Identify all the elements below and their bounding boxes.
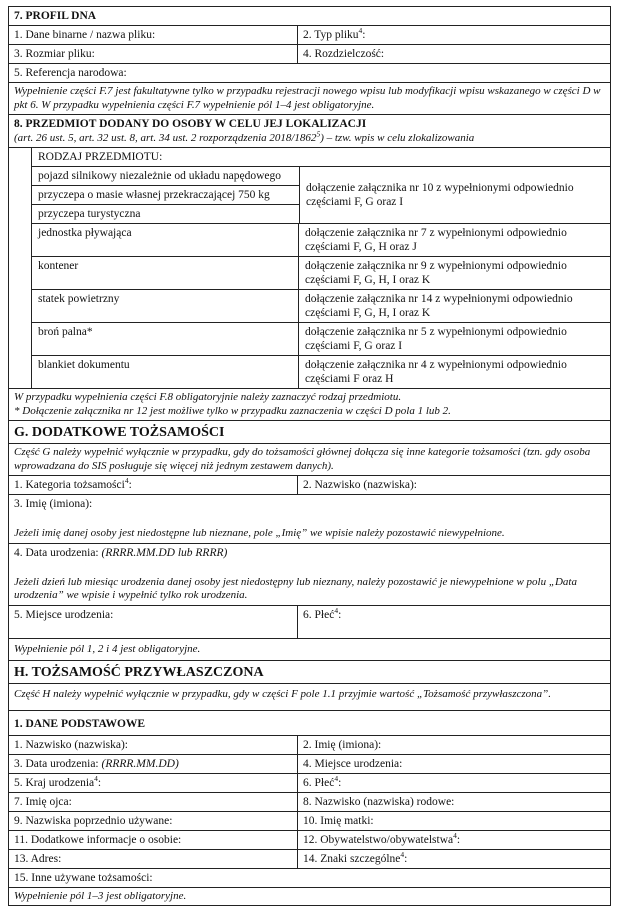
g-field-birthplace[interactable]: 5. Miejsce urodzenia: <box>9 606 298 638</box>
h-field-birthplace[interactable]: 4. Miejsce urodzenia: <box>303 757 403 770</box>
h-field-mother-name[interactable]: 10. Imię matki: <box>303 814 374 827</box>
colon: : <box>456 833 461 846</box>
s8-items-table <box>8 148 611 389</box>
g-intro: Część G należy wypełnić wyłącznie w przypadku, gdy do tożsamości głównej dołącza się inne kategorie tożsamości (tzn. gdy osoba wprowadzana do SIS posługuje się więcej niż jednym zestawem danych). <box>14 446 591 472</box>
s8-item-row <box>32 323 610 356</box>
s8-grid <box>32 148 610 388</box>
item-desc: dołączenie załącznika nr 7 z wypełnionymi odpowiednio częściami F, G, H oraz J <box>305 227 567 253</box>
g-field-first-name[interactable] <box>9 495 610 543</box>
s8-notes <box>9 389 610 420</box>
h-field-citizenship[interactable] <box>298 831 610 849</box>
h-subtitle: 1. DANE PODSTAWOWE <box>14 717 146 730</box>
date-format: (RRRR.MM.DD) <box>101 757 179 770</box>
s8-item-row <box>32 257 610 290</box>
h-header-row <box>8 661 611 684</box>
item-desc: dołączenie załącznika nr 9 z wypełnionymi odpowiednio częściami F, G, H, I oraz K <box>305 260 567 286</box>
h-sub-row <box>8 711 611 736</box>
label: 4. Data urodzenia: <box>14 546 102 559</box>
g-row-names <box>8 495 611 544</box>
h-field-maiden-name[interactable]: 8. Nazwisko (nazwiska) rodowe: <box>303 795 455 808</box>
g-field-identity-category[interactable] <box>9 476 298 494</box>
item-desc: dołączenie załącznika nr 4 z wypełnionymi odpowiednio częściami F oraz H <box>305 359 567 385</box>
item-option[interactable]: kontener <box>32 257 299 289</box>
s7-note: Wypełnienie części F.7 jest fakultatywne tylko w przypadku rejestracji nowego wpisu lub modyfikacji wpisu wskazanego w części D w pkt 6. W przypadku wypełnienia części F.7 wypełnienie pól 1–4 jest obligatoryjne. <box>14 85 601 111</box>
g-header-row <box>8 421 611 444</box>
g-note: Wypełnienie pól 1, 2 i 4 jest obligatoryjne. <box>14 642 201 655</box>
footnote-ref: 4 <box>94 773 98 783</box>
s8-indent <box>9 148 32 388</box>
h-row <box>8 736 611 755</box>
s8-note-1: W przypadku wypełnienia części F.8 obligatoryjnie należy zaznaczyć rodzaj przedmiotu. <box>14 391 402 403</box>
s8-item-row <box>32 356 610 388</box>
item-option[interactable]: przyczepa o masie własnej przekraczającej 750 kg <box>32 186 299 205</box>
h-field-birthdate[interactable] <box>9 755 298 773</box>
s8-group-vehicles <box>32 167 610 224</box>
item-option[interactable]: statek powietrzny <box>32 290 299 322</box>
h-row <box>8 850 611 869</box>
s7-note-row <box>8 83 611 115</box>
h-field-previous-names[interactable]: 9. Nazwiska poprzednio używane: <box>9 812 298 830</box>
g-intro-row <box>8 444 611 476</box>
label: 14. Znaki szczególne <box>303 852 401 865</box>
footnote-ref: 5 <box>316 129 321 139</box>
g-note-row <box>8 639 611 662</box>
group-names <box>32 167 300 223</box>
item-type-header: RODZAJ PRZEDMIOTU: <box>38 151 163 163</box>
label: 5. Kraj urodzenia <box>14 776 95 789</box>
g-field-sex[interactable] <box>298 606 610 638</box>
footnote-ref: 4 <box>334 605 339 615</box>
entry-space <box>14 511 605 527</box>
s7-field-resolution[interactable]: 4. Rozdzielczość: <box>303 48 385 60</box>
h-note-row <box>8 888 611 907</box>
g-row-birthplace <box>8 606 611 639</box>
s8-note-2: * Dołączenie załącznika nr 12 jest możliwe tylko w przypadku zaznaczenia w części D pola 1 lub 2. <box>14 404 451 417</box>
s7-field-national-ref[interactable]: 5. Referencja narodowa: <box>14 67 127 79</box>
s8-item-row <box>32 224 610 257</box>
s8-subtitle <box>14 131 605 145</box>
item-desc: dołączenie załącznika nr 10 z wypełnionymi odpowiednio częściami F, G oraz I <box>306 182 574 208</box>
s7-header-row <box>8 6 611 26</box>
item-option[interactable]: pojazd silnikowy niezależnie od układu napędowego <box>32 167 299 186</box>
h-row-other-identities <box>8 869 611 888</box>
colon: : <box>97 776 102 789</box>
s7-row-3 <box>8 64 611 83</box>
colon: : <box>338 776 342 789</box>
g-field-birthdate[interactable] <box>9 544 610 605</box>
label: 3. Data urodzenia: <box>14 757 102 770</box>
s8-item-row <box>32 290 610 323</box>
colon: : <box>128 479 132 491</box>
item-desc: dołączenie załącznika nr 5 z wypełnionymi odpowiednio częściami F, G oraz I <box>305 326 567 352</box>
s7-row-2 <box>8 45 611 64</box>
s7-field-file-type[interactable] <box>298 26 610 44</box>
h-intro: Część H należy wypełnić wyłącznie w przypadku, gdy w części F pole 1.1 przyjmie wartość „Tożsamość przywłaszczona”. <box>14 688 552 700</box>
colon: : <box>362 29 366 41</box>
item-option[interactable]: broń palna* <box>32 323 299 355</box>
h-field-father-name[interactable]: 7. Imię ojca: <box>9 793 298 811</box>
item-option[interactable]: przyczepa turystyczna <box>38 208 141 220</box>
g-title: G. DODATKOWE TOŻSAMOŚCI <box>14 425 225 440</box>
h-row <box>8 831 611 850</box>
footnote-ref: 4 <box>124 476 129 486</box>
item-option[interactable]: blankiet dokumentu <box>32 356 299 388</box>
s8-note-row <box>8 389 611 421</box>
h-field-sex[interactable] <box>298 774 610 792</box>
h-field-birth-country[interactable] <box>9 774 298 792</box>
s7-title: 7. PROFIL DNA <box>14 10 97 22</box>
entry-space <box>14 560 605 576</box>
h-row <box>8 793 611 812</box>
subtitle-text-end: ) – tzw. wpis w celu zlokalizowania <box>320 132 475 144</box>
form-page <box>8 6 611 906</box>
footnote-ref: 4 <box>334 773 339 783</box>
date-format: (RRRR.MM.DD lub RRRR) <box>101 546 228 559</box>
label: 12. Obywatelstwo/obywatelstwa <box>303 833 454 846</box>
g-field-surname[interactable]: 2. Nazwisko (nazwiska): <box>303 479 418 491</box>
h-row <box>8 812 611 831</box>
label: 6. Płeć <box>303 776 335 789</box>
label: 2. Typ pliku <box>303 29 359 41</box>
s8-header-row <box>8 115 611 148</box>
h-title: H. TOŻSAMOŚĆ PRZYWŁASZCZONA <box>14 665 264 680</box>
footnote-ref: 4 <box>358 26 363 36</box>
g-row-1 <box>8 476 611 495</box>
g-row-birthdate <box>8 544 611 606</box>
h-field-first-name[interactable]: 2. Imię (imiona): <box>303 738 382 751</box>
h-intro-row <box>8 684 611 711</box>
g-birthdate-note: Jeżeli dzień lub miesiąc urodzenia danej osoby jest niedostępny lub nieznany, należy pozostawić je niewypełnione w polu „Data urodzenia” we wpisie i wypełnić tylko rok urodzenia. <box>14 575 577 601</box>
g-first-name-note: Jeżeli imię danej osoby jest niedostępne lub nieznane, pole „Imię” we wpisie należy pozostawić niewypełnione. <box>14 527 505 539</box>
item-option[interactable]: jednostka pływająca <box>32 224 299 256</box>
h-note: Wypełnienie pól 1–3 jest obligatoryjne. <box>14 889 187 902</box>
g-first-name-label: 3. Imię (imiona): <box>14 498 93 510</box>
footnote-ref: 4 <box>453 830 457 840</box>
h-row <box>8 774 611 793</box>
footnote-ref: 4 <box>400 849 405 859</box>
h-field-address[interactable]: 13. Adres: <box>9 850 298 868</box>
label: 6. Płeć <box>303 608 335 621</box>
s8-title: 8. PRZEDMIOT DODANY DO OSOBY W CELU JEJ LOKALIZACJI <box>14 118 367 130</box>
s7-field-binary[interactable]: 1. Dane binarne / nazwa pliku: <box>9 26 298 44</box>
s8-header <box>9 115 610 147</box>
h-field-surname[interactable]: 1. Nazwisko (nazwiska): <box>9 736 298 754</box>
colon: : <box>338 608 342 621</box>
subtitle-text: (art. 26 ust. 5, art. 32 ust. 8, art. 34 ust. 2 rozporządzenia 2018/1862 <box>14 132 317 144</box>
colon: : <box>404 852 408 865</box>
h-field-distinguishing-marks[interactable] <box>298 850 610 868</box>
label: 1. Kategoria tożsamości <box>14 479 125 491</box>
h-row <box>8 755 611 774</box>
g-birthdate-label <box>14 546 605 560</box>
h-field-other-identities[interactable]: 15. Inne używane tożsamości: <box>14 871 153 884</box>
s7-field-size[interactable]: 3. Rozmiar pliku: <box>9 45 298 63</box>
s7-row-1 <box>8 26 611 45</box>
h-field-additional-info[interactable]: 11. Dodatkowe informacje o osobie: <box>9 831 298 849</box>
item-desc: dołączenie załącznika nr 14 z wypełnionymi odpowiednio częściami F, G, H, I oraz K <box>305 293 573 319</box>
s8-items-header <box>32 148 610 167</box>
